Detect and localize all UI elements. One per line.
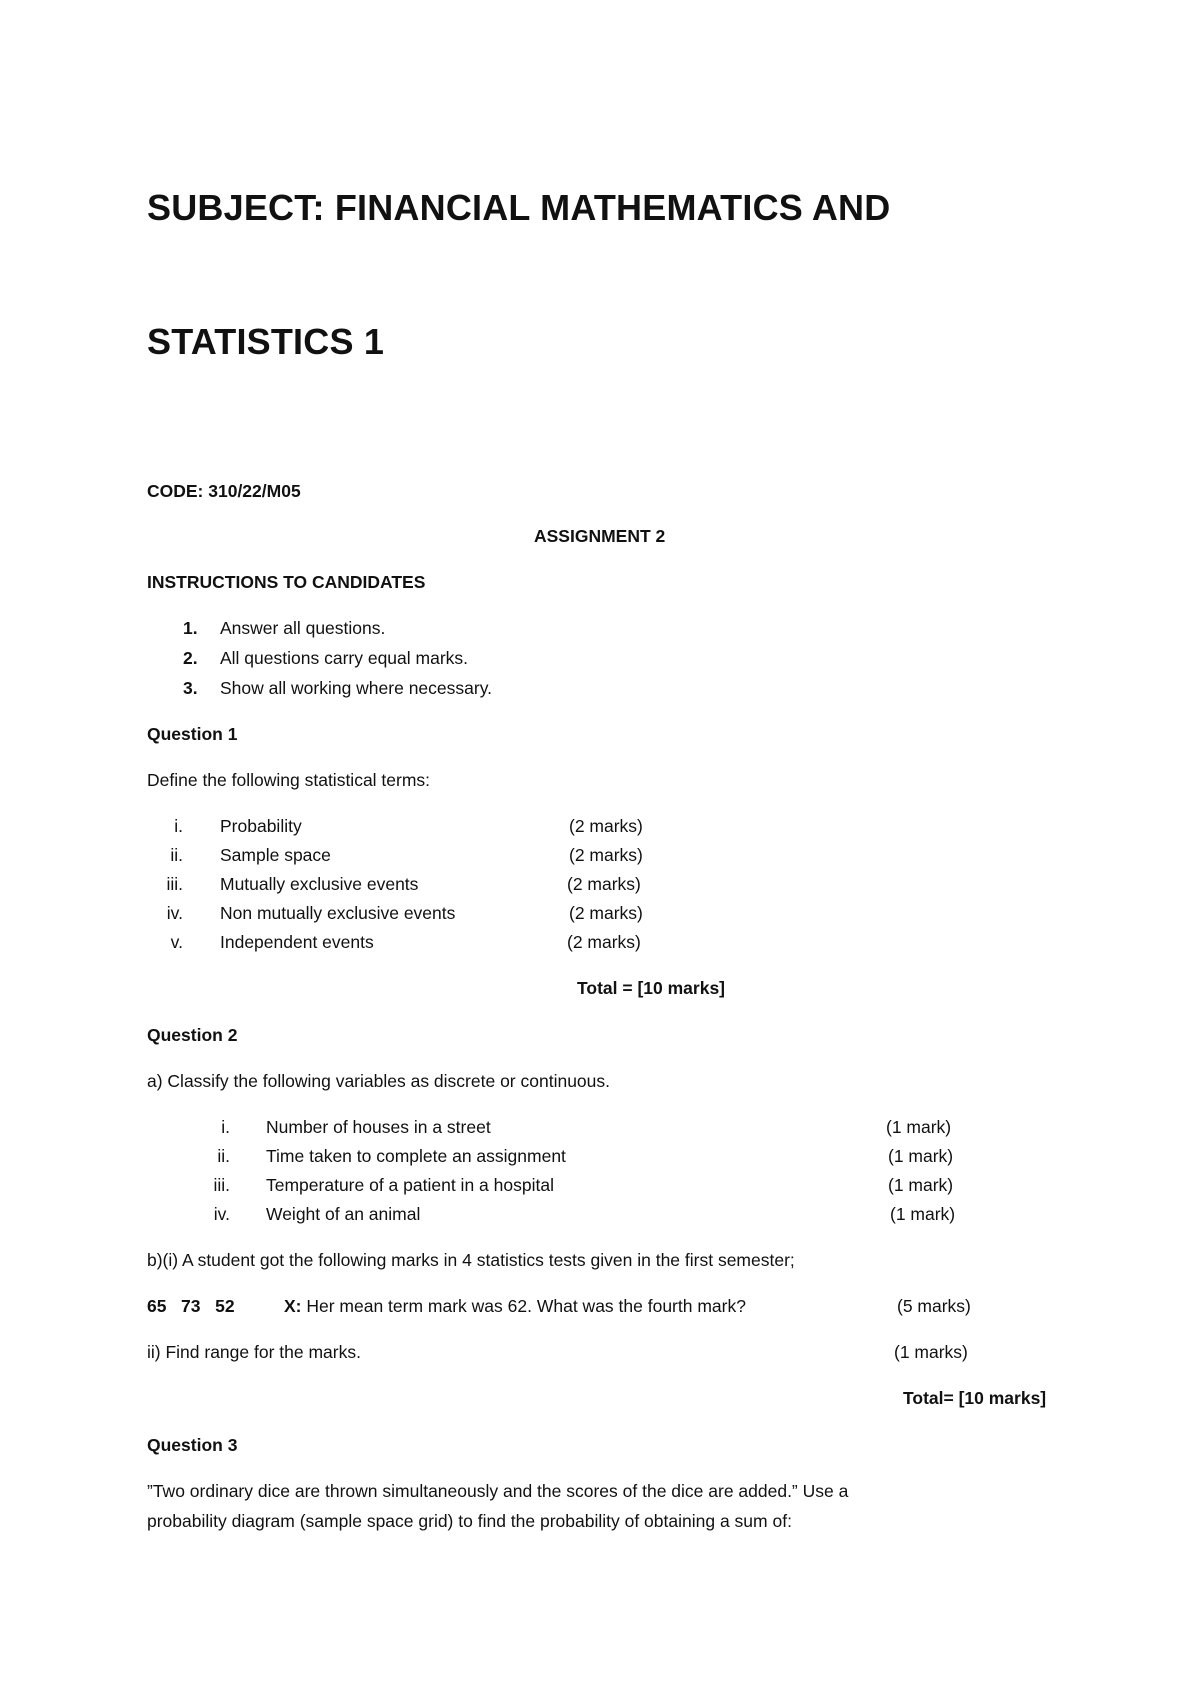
question-2-title: Question 2	[147, 1025, 238, 1045]
subject-title-line1: SUBJECT: FINANCIAL MATHEMATICS AND	[147, 187, 891, 228]
subject-title-line2: STATISTICS 1	[147, 321, 385, 362]
q2-item-marks: (1 mark)	[886, 1117, 952, 1137]
instructions-title: INSTRUCTIONS TO CANDIDATES	[147, 572, 426, 592]
instruction-text: All questions carry equal marks.	[220, 648, 469, 668]
instruction-number: 3.	[183, 678, 198, 698]
q1-item-marks: (2 marks)	[569, 903, 643, 923]
q2-item-text: Number of houses in a street	[266, 1117, 491, 1137]
course-code: CODE: 310/22/M05	[147, 481, 301, 501]
q1-item-text: Mutually exclusive events	[220, 874, 419, 894]
q1-item-text: Sample space	[220, 845, 331, 865]
q1-item-text: Non mutually exclusive events	[220, 903, 456, 923]
question-1-total: Total = [10 marks]	[577, 978, 725, 998]
q2-item-text: Time taken to complete an assignment	[266, 1146, 566, 1166]
q2-item-marks: (1 mark)	[888, 1146, 954, 1166]
q1-item-number: iii.	[166, 874, 183, 894]
instruction-number: 2.	[183, 648, 198, 668]
q2-item-text: Temperature of a patient in a hospital	[266, 1175, 554, 1195]
instruction-number: 1.	[183, 618, 198, 638]
q1-item-number: i.	[174, 816, 183, 836]
q2-item-number: ii.	[217, 1146, 230, 1166]
x-label: X:	[284, 1296, 302, 1316]
q2-item-number: i.	[221, 1117, 230, 1137]
question-2-part-a: a) Classify the following variables as discrete or continuous.	[147, 1071, 610, 1091]
question-3-line-2: probability diagram (sample space grid) to find the probability of obtaining a sum of:	[147, 1511, 792, 1531]
question-2-total: Total= [10 marks]	[903, 1388, 1047, 1408]
assignment-title: ASSIGNMENT 2	[534, 526, 666, 546]
question-3-title: Question 3	[147, 1435, 238, 1455]
fourth-mark-marks: (5 marks)	[897, 1296, 971, 1316]
q2-item-marks: (1 mark)	[890, 1204, 956, 1224]
question-1-title: Question 1	[147, 724, 238, 744]
q2-item-number: iii.	[213, 1175, 230, 1195]
question-2-part-b-i: b)(i) A student got the following marks in 4 statistics tests given in the first semester;	[147, 1250, 795, 1270]
question-1-intro: Define the following statistical terms:	[147, 770, 431, 790]
range-marks: (1 marks)	[894, 1342, 968, 1362]
q2-item-marks: (1 mark)	[888, 1175, 954, 1195]
q2-item-number: iv.	[213, 1204, 230, 1224]
question-3-line-1: ”Two ordinary dice are thrown simultaneously and the scores of the dice are added.” Use a	[147, 1481, 849, 1501]
q1-item-marks: (2 marks)	[567, 932, 641, 952]
q1-item-text: Probability	[220, 816, 302, 836]
x-question-text: Her mean term mark was 62. What was the fourth mark?	[301, 1296, 746, 1316]
q1-item-marks: (2 marks)	[569, 816, 643, 836]
fourth-mark-question	[284, 1298, 746, 1316]
q1-item-number: v.	[170, 932, 183, 952]
q1-item-number: iv.	[166, 903, 183, 923]
q2-item-text: Weight of an animal	[266, 1204, 421, 1224]
q1-item-text: Independent events	[220, 932, 374, 952]
instruction-text: Show all working where necessary.	[220, 678, 493, 698]
q1-item-number: ii.	[170, 845, 183, 865]
q1-item-marks: (2 marks)	[569, 845, 643, 865]
question-2-part-b-ii: ii) Find range for the marks.	[147, 1342, 361, 1362]
instruction-text: Answer all questions.	[220, 618, 386, 638]
test-marks-values: 65 73 52	[147, 1296, 235, 1316]
q1-item-marks: (2 marks)	[567, 874, 641, 894]
